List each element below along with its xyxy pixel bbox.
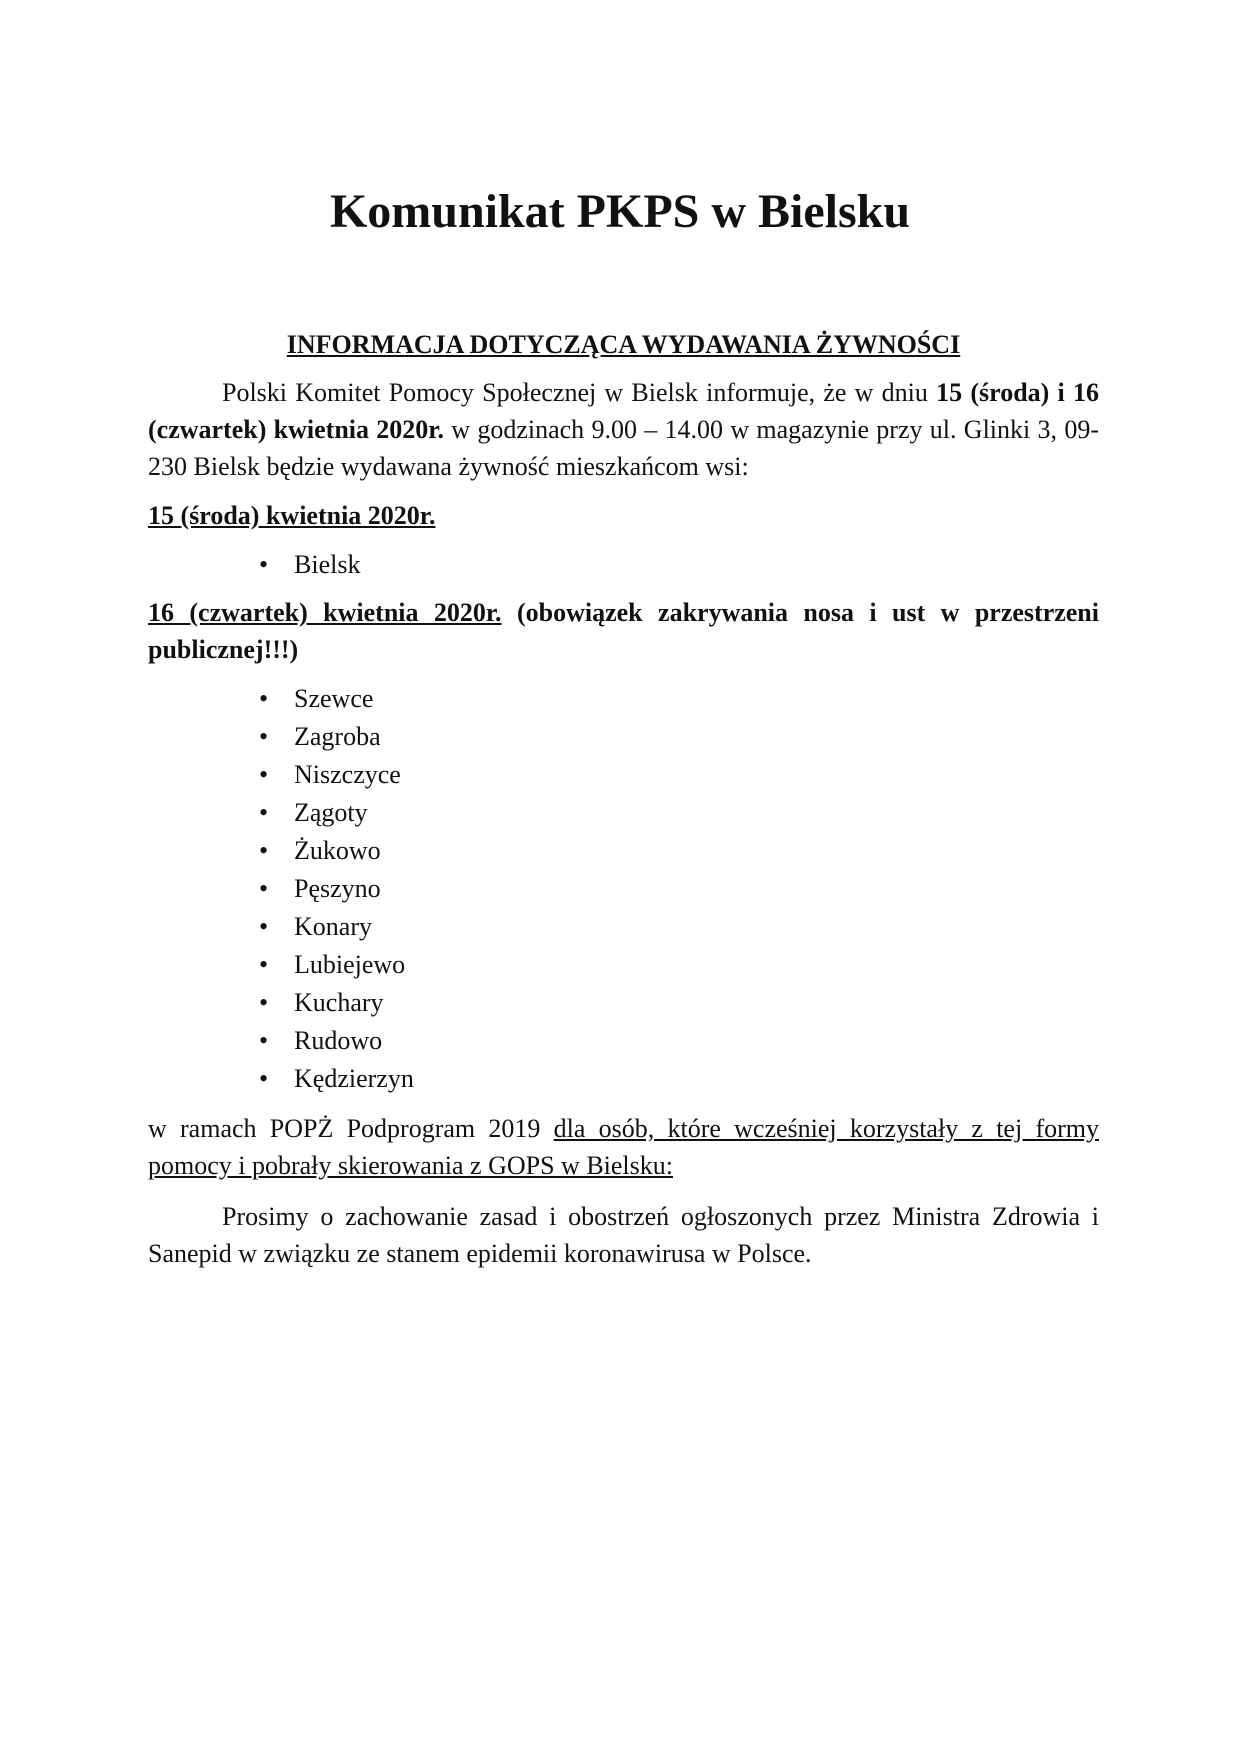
day1-village-list [148, 546, 1099, 584]
village-name: Bielsk [294, 550, 361, 579]
village-name: Zągoty [294, 798, 368, 827]
day2-heading-paragraph [148, 594, 1099, 668]
document-title: Komunikat PKPS w Bielsku [329, 185, 911, 238]
village-name: Zagroba [294, 722, 381, 751]
section-subtitle: INFORMACJA DOTYCZĄCA WYDAWANIA ŻYWNOŚCI [286, 330, 961, 359]
bullet-icon: • [259, 1064, 269, 1093]
day1-heading: 15 (środa) kwietnia 2020r. [148, 501, 436, 530]
list-item [259, 546, 1099, 584]
intro-text-end: w godzinach 9.00 – 14.00 w magazynie przy ul. Glinki 3, 09-230 Bielsk będzie wydawana żywność mieszkańcom wsi: [148, 415, 1099, 481]
village-name: Lubiejewo [294, 950, 406, 979]
bullet-icon: • [259, 950, 269, 979]
village-name: Pęszyno [294, 874, 381, 903]
bullet-icon: • [259, 722, 269, 751]
day2-village-list [148, 680, 1099, 1098]
bullet-icon: • [259, 1026, 269, 1055]
popz-paragraph [148, 1110, 1099, 1184]
list-item [259, 1022, 1099, 1060]
list-item [259, 756, 1099, 794]
list-item [259, 832, 1099, 870]
bullet-icon: • [259, 988, 269, 1017]
list-item [259, 946, 1099, 984]
intro-text-start: Polski Komitet Pomocy Społecznej w Bielsk informuje, że w dniu [222, 378, 937, 407]
list-item [259, 870, 1099, 908]
village-name: Niszczyce [294, 760, 401, 789]
village-name: Szewce [294, 684, 374, 713]
list-item [259, 984, 1099, 1022]
list-item [259, 680, 1099, 718]
bullet-icon: • [259, 760, 269, 789]
popz-text: w ramach POPŻ Podprogram 2019 [148, 1114, 554, 1143]
bullet-icon: • [259, 798, 269, 827]
bullet-icon: • [259, 912, 269, 941]
bullet-icon: • [259, 874, 269, 903]
closing-paragraph: Prosimy o zachowanie zasad i obostrzeń ogłoszonych przez Ministra Zdrowia i Sanepid w związku ze stanem epidemii koronawirusa w Polsce. [148, 1202, 1099, 1268]
list-item [259, 908, 1099, 946]
village-name: Kuchary [294, 988, 384, 1017]
intro-paragraph [148, 374, 1099, 485]
village-name: Kędzierzyn [294, 1064, 414, 1093]
bullet-icon: • [259, 684, 269, 713]
intro-dates: 15 (środa) i 16 (czwartek) kwietnia 2020r. [148, 378, 1099, 444]
village-name: Konary [294, 912, 372, 941]
list-item [259, 1060, 1099, 1098]
day2-heading: 16 (czwartek) kwietnia 2020r. [148, 598, 502, 627]
bullet-icon: • [259, 550, 269, 579]
village-name: Rudowo [294, 1026, 383, 1055]
document-body [148, 326, 1099, 1272]
list-item [259, 718, 1099, 756]
list-item [259, 794, 1099, 832]
village-name: Żukowo [294, 836, 381, 865]
bullet-icon: • [259, 836, 269, 865]
day2-note: (obowiązek zakrywania nosa i ust w przestrzeni publicznej!!!) [148, 598, 1099, 664]
popz-eligibility: dla osób, które wcześniej korzystały z tej formy pomocy i pobrały skierowania z GOPS w Bielsku: [148, 1114, 1099, 1180]
